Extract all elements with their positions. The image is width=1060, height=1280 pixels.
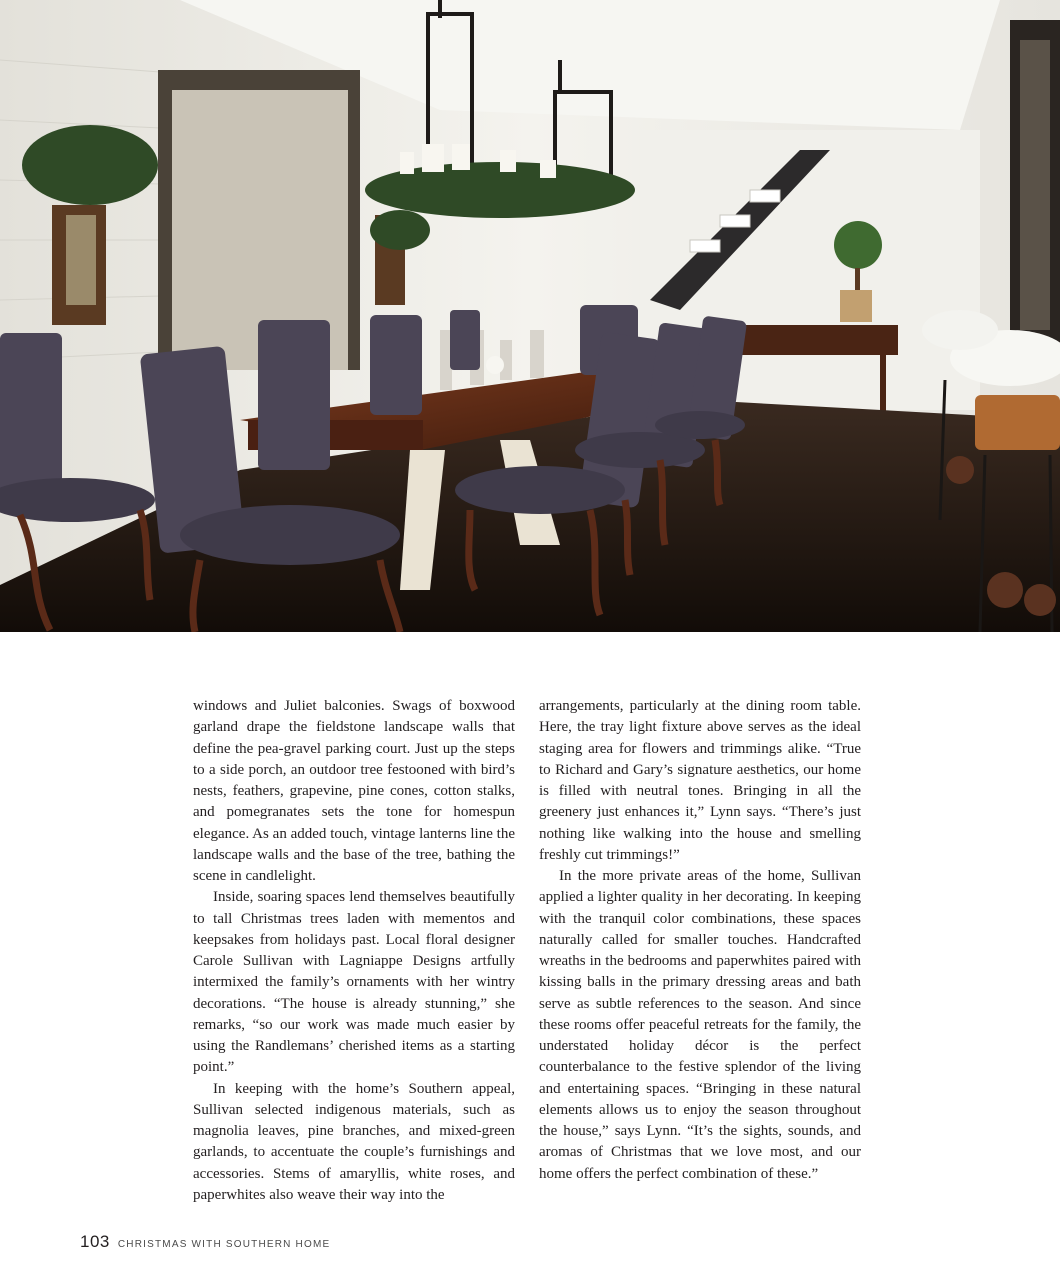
article-paragraph: windows and Juliet balconies. Swags of boxwood garland drape the fieldstone landscape walls that define the pea-gravel parking court. Just up the steps to a side porch, an outdoor tree festooned with bird’s nests, feathers, grapevine, pine cones, cotton stalks, and pomegranates sets the tone for homespun elegance. As an added touch, vintage lanterns line the landscape walls and the base of the tree, bathing the scene in candlelight. <box>193 698 515 884</box>
article-paragraph: Inside, soaring spaces lend themselves beautifully to tall Christmas trees laden with mementos and keepsakes from holidays past. Local floral designer Carole Sullivan with Lagniappe Designs artfully intermixed the family’s ornaments with her wintry decorations. “The house is already stunning,” she remarks, “so our work was made much easier by using the Randlemans’ cherished items as a starting point.” <box>193 889 515 1076</box>
article-column-right <box>539 696 861 1185</box>
article-column-left <box>193 696 515 1206</box>
console-table <box>720 325 898 355</box>
running-title: CHRISTMAS WITH SOUTHERN HOME <box>117 1239 331 1250</box>
article-paragraph: In keeping with the home’s Southern appeal, Sullivan selected indigenous materials, such as magnolia leaves, pine branches, and mixed-green garlands, to accentuate the couple’s furnishings and accessories. Stems of amaryllis, white roses, and paperwhites also weave their way into the <box>193 1080 515 1203</box>
article-paragraph: In the more private areas of the home, Sullivan applied a lighter quality in her decorating. In keeping with the tranquil color combinations, these spaces naturally called for smaller touches. Handcrafted wreaths in the bedrooms and paperwhites paired with kissing balls in the primary dressing areas and bath serve as subtle references to the season. And since these rooms offer peaceful retreats for the family, the understated holiday décor is the perfect counterbalance to the festive splendor of the living and entertaining spaces. “Bringing in these natural elements allows us to enjoy the season throughout the house,” says Lynn. “It’s the sights, sounds, and aromas of Christmas that we love most, and our home offers the perfect combination of these.” <box>539 868 861 1182</box>
article-paragraph: arrangements, particularly at the dining room table. Here, the tray light fixture above serves as the ideal staging area for flowers and trimmings alike. “True to Richard and Gary’s signature aesthetics, our home is filled with neutral tones. Bringing in all the greenery just enhances it,” Lynn says. “There’s just nothing like walking into the house and smelling freshly cut trimmings!” <box>539 698 861 863</box>
page-footer <box>80 1232 330 1256</box>
dining-room-photo <box>0 0 1060 632</box>
page-number: 103 <box>80 1232 110 1251</box>
